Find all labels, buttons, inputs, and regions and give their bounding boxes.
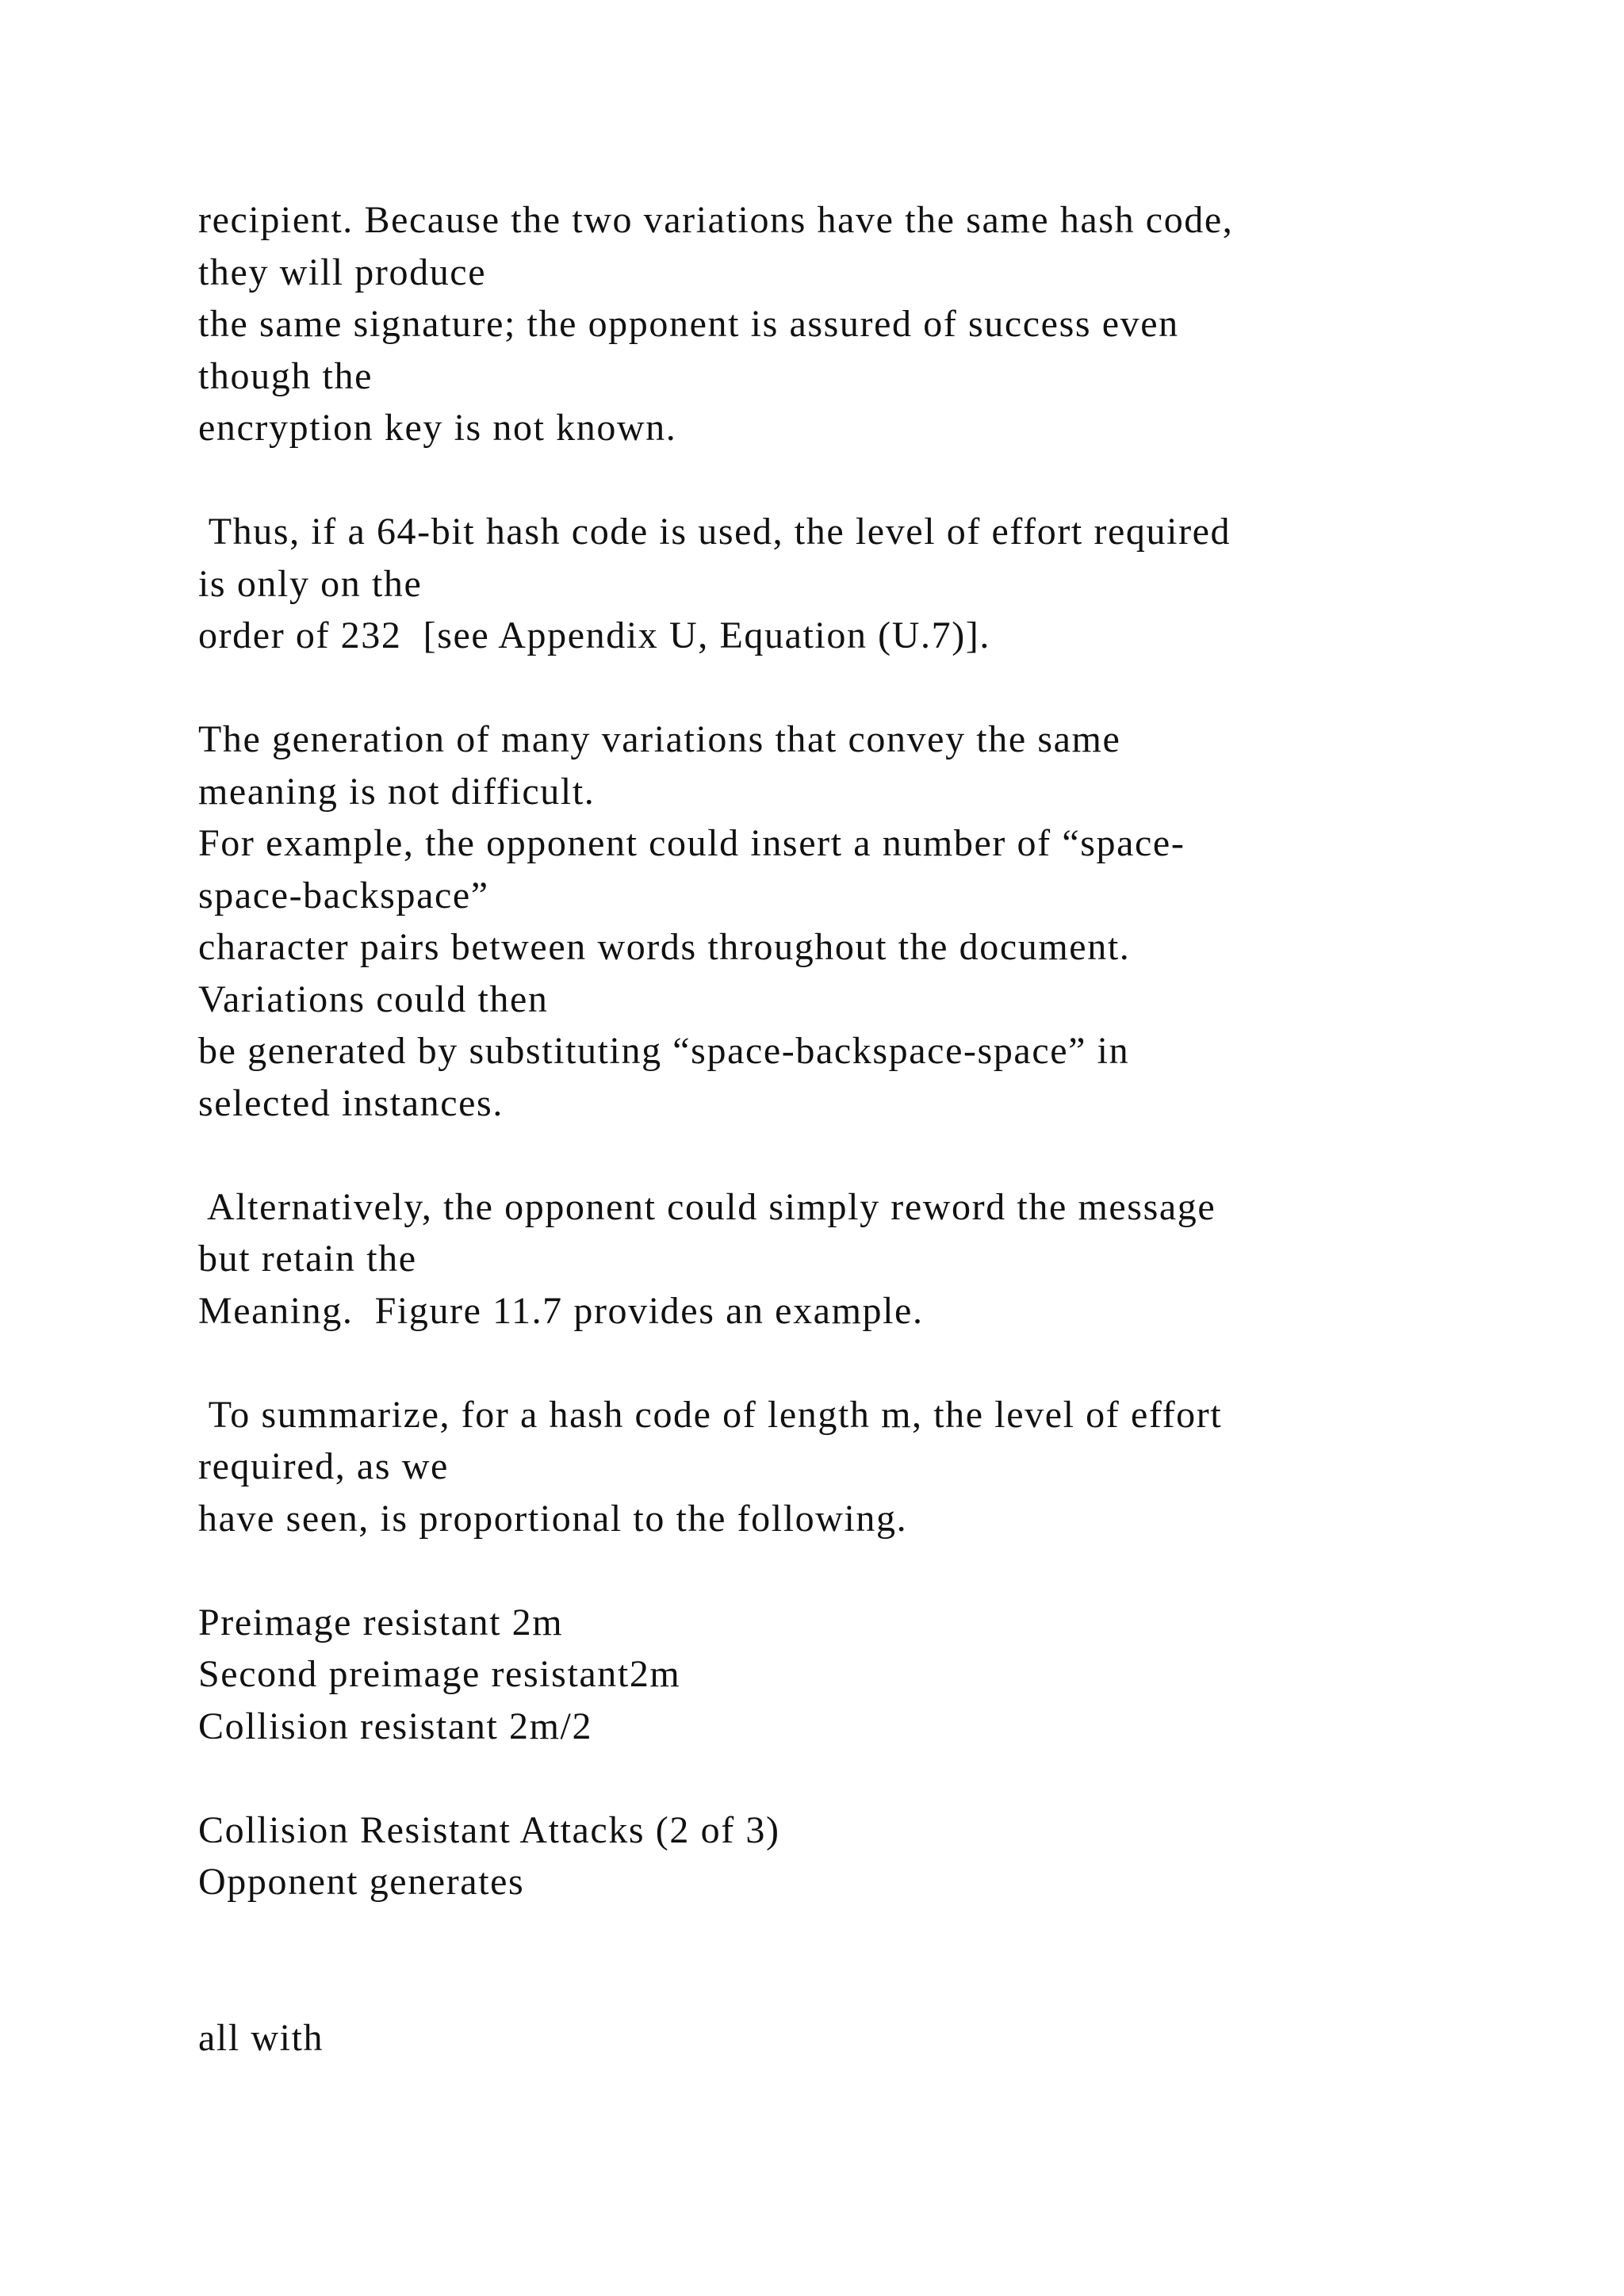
blank-line (198, 1752, 1483, 1804)
text-line: is only on the (198, 562, 423, 605)
text-line: required, as we (198, 1445, 449, 1487)
text-line: order of 232 [see Appendix U, Equation (U.7)]. (198, 614, 990, 656)
blank-line (198, 1337, 1483, 1389)
text-line: they will produce (198, 251, 487, 293)
text-line: all with (198, 2016, 324, 2059)
text-line: but retain the (198, 1238, 417, 1280)
text-line: For example, the opponent could insert a number of “space- (198, 822, 1185, 864)
text-line: the same signature; the opponent is assured of success even (198, 303, 1179, 345)
text-line: though the (198, 354, 373, 397)
text-line: Collision resistant 2m/2 (198, 1705, 593, 1747)
text-line: To summarize, for a hash code of length m, the level of effort (198, 1393, 1223, 1436)
blank-line (198, 454, 1483, 507)
text-line: The generation of many variations that convey the same (198, 718, 1121, 760)
text-line: Opponent generates (198, 1861, 525, 1903)
text-line: recipient. Because the two variations have the same hash code, (198, 199, 1234, 241)
text-line: be generated by substituting “space-backspace-space” in (198, 1030, 1130, 1072)
blank-line (198, 1544, 1483, 1597)
text-line: meaning is not difficult. (198, 770, 596, 813)
blank-line (198, 1129, 1483, 1181)
section-heading: Collision Resistant Attacks (2 of 3) (198, 1808, 780, 1851)
text-line: Alternatively, the opponent could simply reword the message (198, 1185, 1216, 1228)
blank-line (198, 662, 1483, 714)
text-line: Meaning. Figure 11.7 provides an example. (198, 1289, 924, 1332)
text-line: character pairs between words throughout the document. (198, 926, 1131, 968)
text-line: space-backspace” (198, 874, 489, 916)
blank-line (198, 1908, 1483, 1961)
document-body (198, 194, 1483, 2064)
text-line: encryption key is not known. (198, 407, 677, 449)
text-line: have seen, is proportional to the following. (198, 1497, 908, 1540)
text-line: Preimage resistant 2m (198, 1601, 564, 1644)
blank-line (198, 1960, 1483, 2012)
text-line: Second preimage resistant2m (198, 1653, 681, 1695)
text-line: Thus, if a 64-bit hash code is used, the level of effort required (198, 511, 1231, 553)
text-line: Variations could then (198, 978, 549, 1020)
text-line: selected instances. (198, 1081, 504, 1124)
